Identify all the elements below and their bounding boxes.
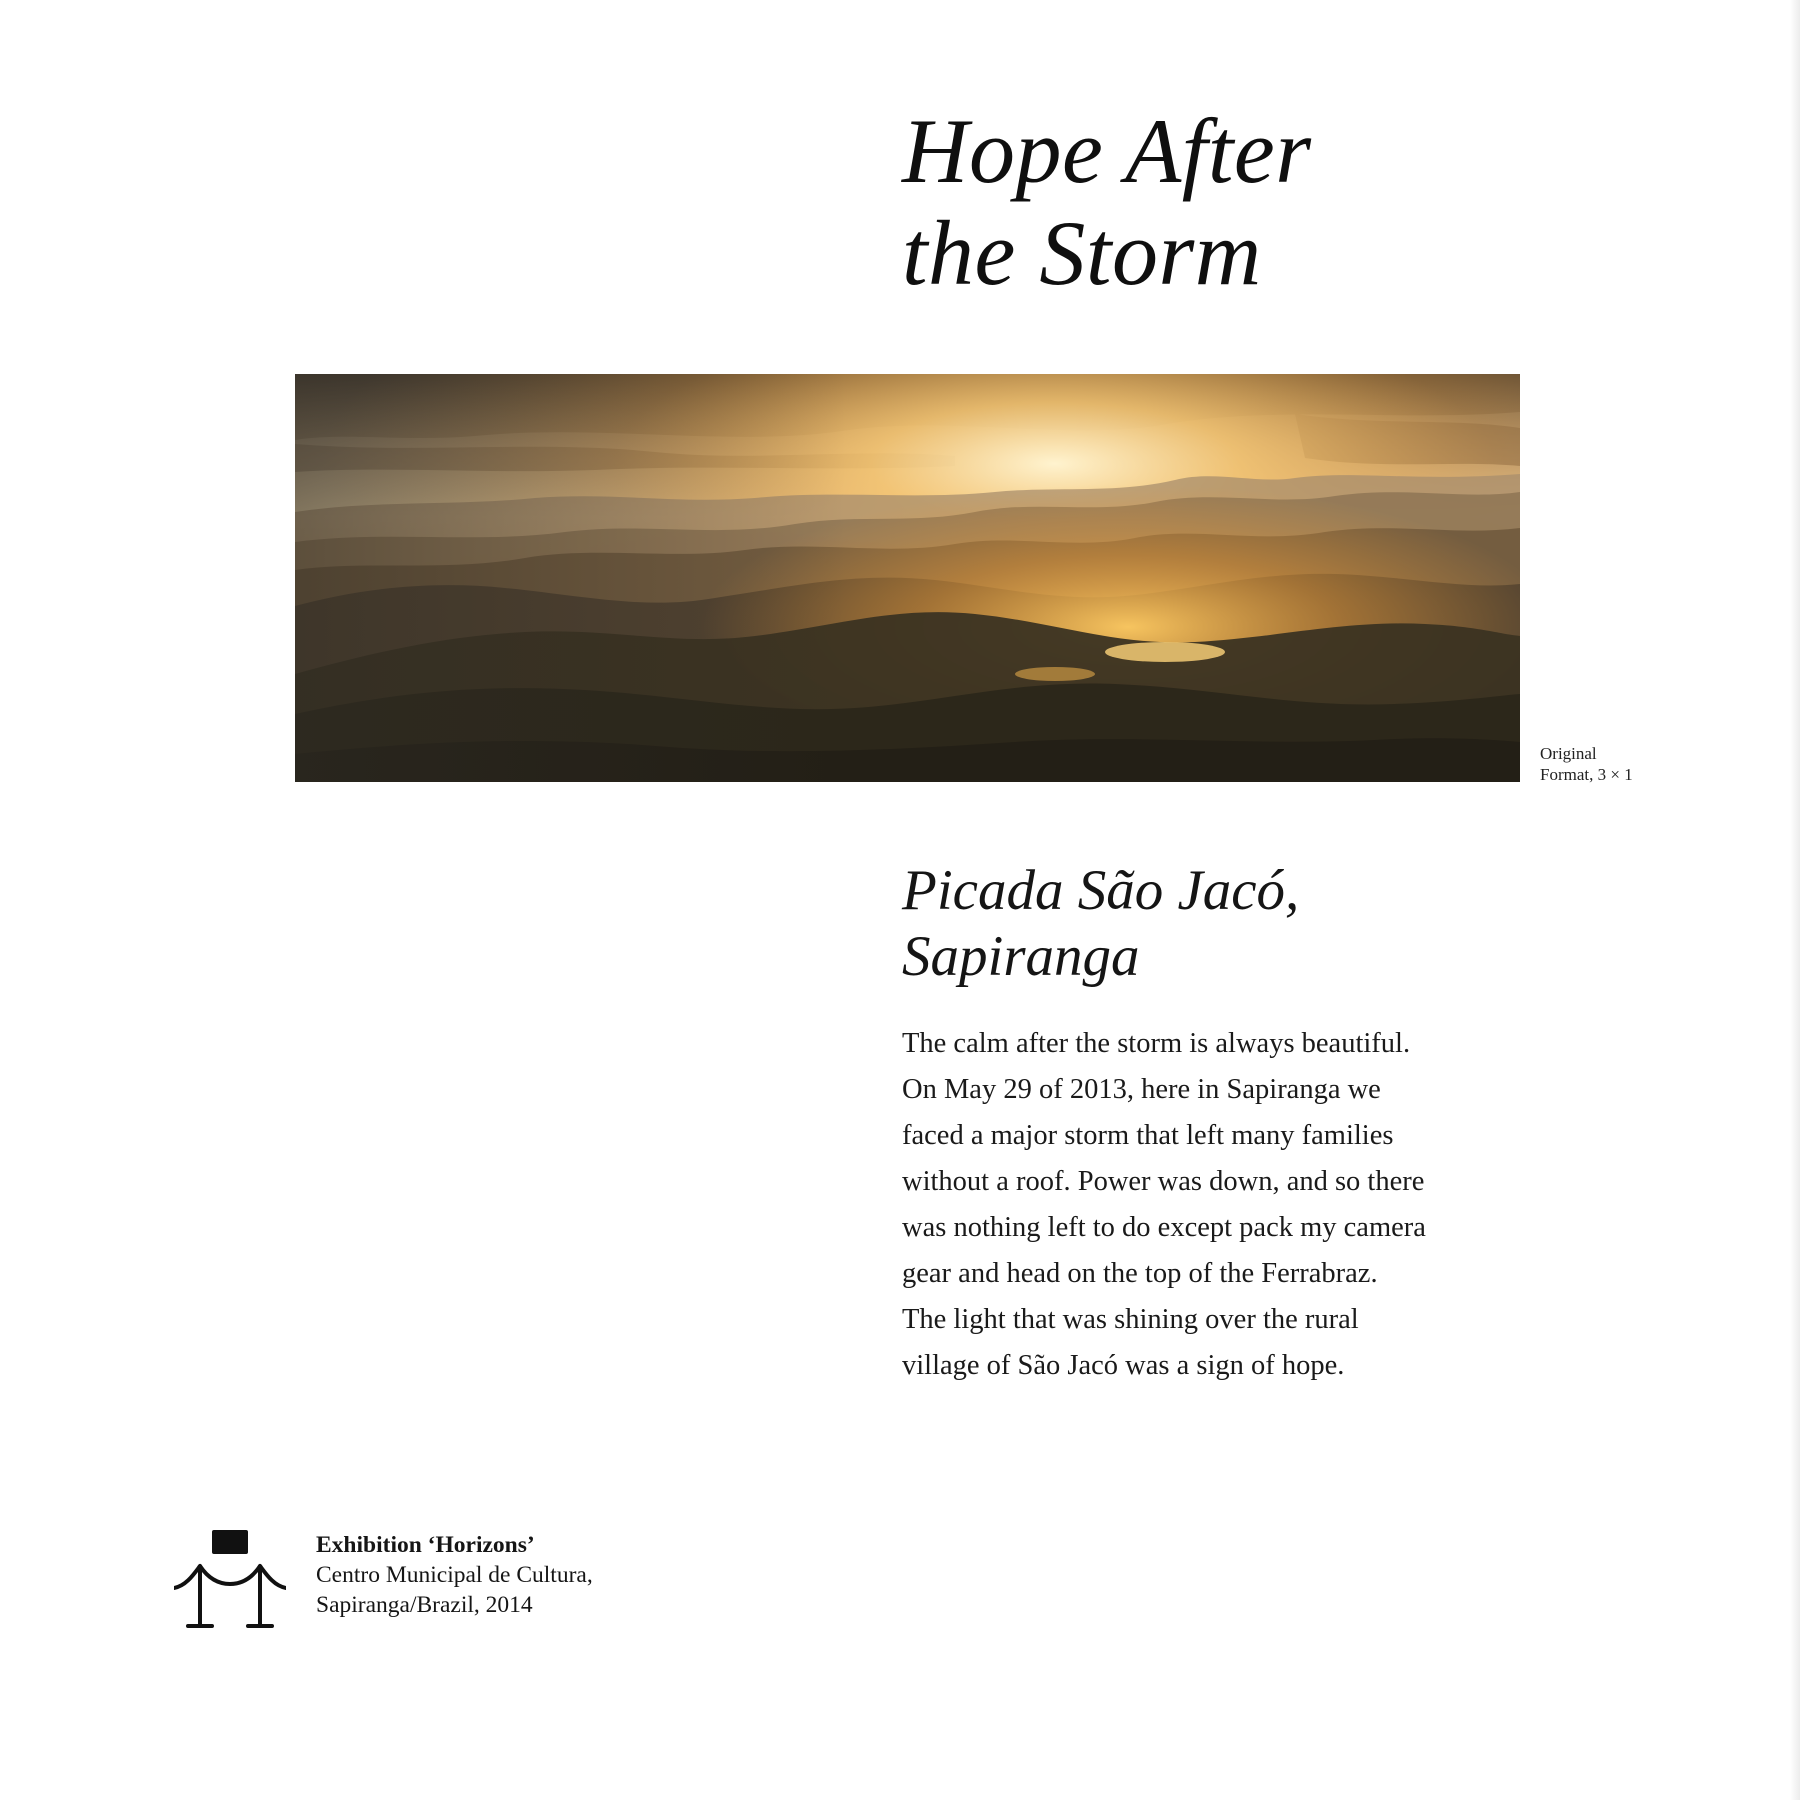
- description-line: was nothing left to do except pack my camera: [902, 1212, 1426, 1243]
- exhibition-credit: [174, 1528, 734, 1638]
- location-title: [902, 858, 1422, 990]
- landscape-image: [295, 374, 1520, 782]
- location-line-2: Sapiranga: [902, 925, 1140, 988]
- description-line: The calm after the storm is always beautiful.: [902, 1028, 1411, 1059]
- format-note-line-1: Original: [1540, 744, 1597, 763]
- credit-text: [316, 1530, 593, 1620]
- location-line-1: Picada São Jacó,: [902, 859, 1300, 922]
- description-text: [902, 1021, 1542, 1389]
- exhibition-icon: [174, 1530, 286, 1630]
- description-line: village of São Jacó was a sign of hope.: [902, 1350, 1345, 1381]
- description-line: without a roof. Power was down, and so there: [902, 1166, 1425, 1197]
- exhibition-venue: Centro Municipal de Cultura,: [316, 1562, 593, 1588]
- title-line-1: Hope After: [902, 100, 1312, 202]
- page-title: [902, 100, 1422, 304]
- exhibition-location-year: Sapiranga/Brazil, 2014: [316, 1592, 533, 1618]
- description-line: faced a major storm that left many families: [902, 1120, 1394, 1151]
- landscape-photo: [295, 374, 1520, 782]
- description-line: gear and head on the top of the Ferrabraz.: [902, 1258, 1378, 1289]
- format-note-line-2: Format, 3 × 1: [1540, 765, 1633, 784]
- description-line: On May 29 of 2013, here in Sapiranga we: [902, 1074, 1381, 1105]
- title-line-2: the Storm: [902, 202, 1262, 304]
- exhibition-title: Exhibition ‘Horizons’: [316, 1532, 535, 1558]
- description-line: The light that was shining over the rural: [902, 1304, 1359, 1335]
- format-note: [1540, 743, 1680, 785]
- page-edge: [1790, 0, 1800, 1800]
